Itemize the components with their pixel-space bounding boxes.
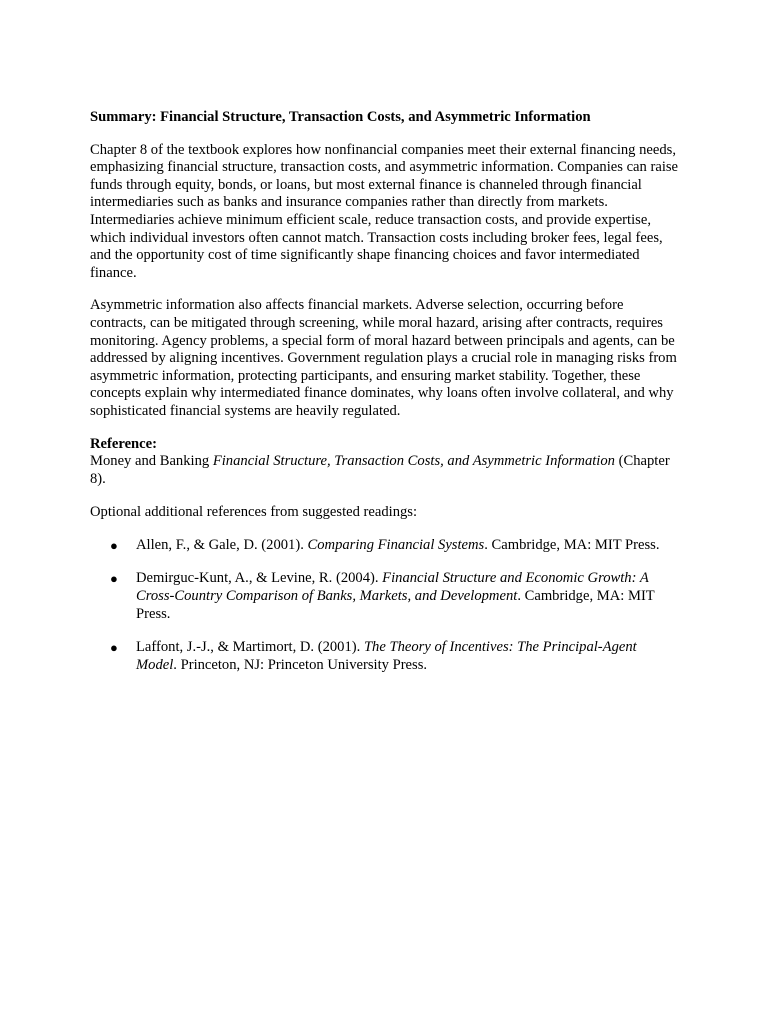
bullet-icon: ● — [110, 640, 118, 656]
ref-title: The Theory of Incentives: The Principal-Agent Model — [136, 639, 637, 673]
list-item — [90, 639, 680, 674]
reference-suffix: (Chapter 8). — [90, 453, 670, 487]
ref-prefix: Allen, F., & Gale, D. (2001). — [136, 536, 308, 553]
optional-references-intro: Optional additional references from suggested readings: — [90, 504, 418, 521]
ref-prefix: Demirguc-Kunt, A., & Levine, R. (2004). — [136, 570, 383, 587]
bullet-icon: ● — [110, 537, 118, 553]
body-paragraph-2: Asymmetric information also affects financial markets. Adverse selection, occurring before contracts, can be mitigated through screening, while moral hazard, arising after contracts, requires monitoring. Agency problems, a special form of moral hazard between principals and agents, can be addressed by aligning incentives. Government regulation plays a crucial role in managing risks from asymmetric information, protecting participants, and ensuring market stability. Together, these concepts explain why intermediated finance dominates, why loans often involve collateral, and why sophisticated financial systems are heavily regulated. — [90, 297, 677, 419]
bullet-icon: ● — [110, 571, 118, 587]
reference-prefix: Money and Banking — [90, 453, 213, 470]
document-page — [90, 109, 680, 690]
reference-section — [90, 436, 680, 489]
optional-references-list — [90, 537, 680, 675]
reference-heading: Reference: — [90, 435, 157, 452]
ref-title: Financial Structure and Economic Growth: A Cross-Country Comparison of Banks, Markets, and Development — [136, 570, 649, 605]
reference-title: Financial Structure, Transaction Costs, and Asymmetric Information — [212, 453, 615, 470]
ref-suffix: . Princeton, NJ: Princeton University Press. — [173, 656, 428, 673]
ref-prefix: Laffont, J.-J., & Martimort, D. (2001). — [136, 639, 364, 656]
body-paragraph-1: Chapter 8 of the textbook explores how nonfinancial companies meet their external financing needs, emphasizing financial structure, transaction costs, and asymmetric information. Companies can raise funds through equity, bonds, or loans, but most external finance is channeled through financial intermediaries such as banks and insurance companies rather than directly from markets. Intermediaries achieve minimum efficient scale, reduce transaction costs, and provide expertise, which individual investors often cannot match. Transaction costs including broker fees, legal fees, and the opportunity cost of time significantly shape financing choices and favor intermediated finance. — [90, 141, 679, 281]
list-item — [90, 537, 680, 555]
ref-title: Comparing Financial Systems — [307, 536, 485, 553]
ref-suffix: . Cambridge, MA: MIT Press. — [136, 588, 655, 622]
list-item — [90, 570, 680, 623]
document-title: Summary: Financial Structure, Transaction Costs, and Asymmetric Information — [90, 109, 591, 125]
reference-text — [90, 453, 670, 487]
ref-suffix: . Cambridge, MA: MIT Press. — [484, 536, 660, 553]
